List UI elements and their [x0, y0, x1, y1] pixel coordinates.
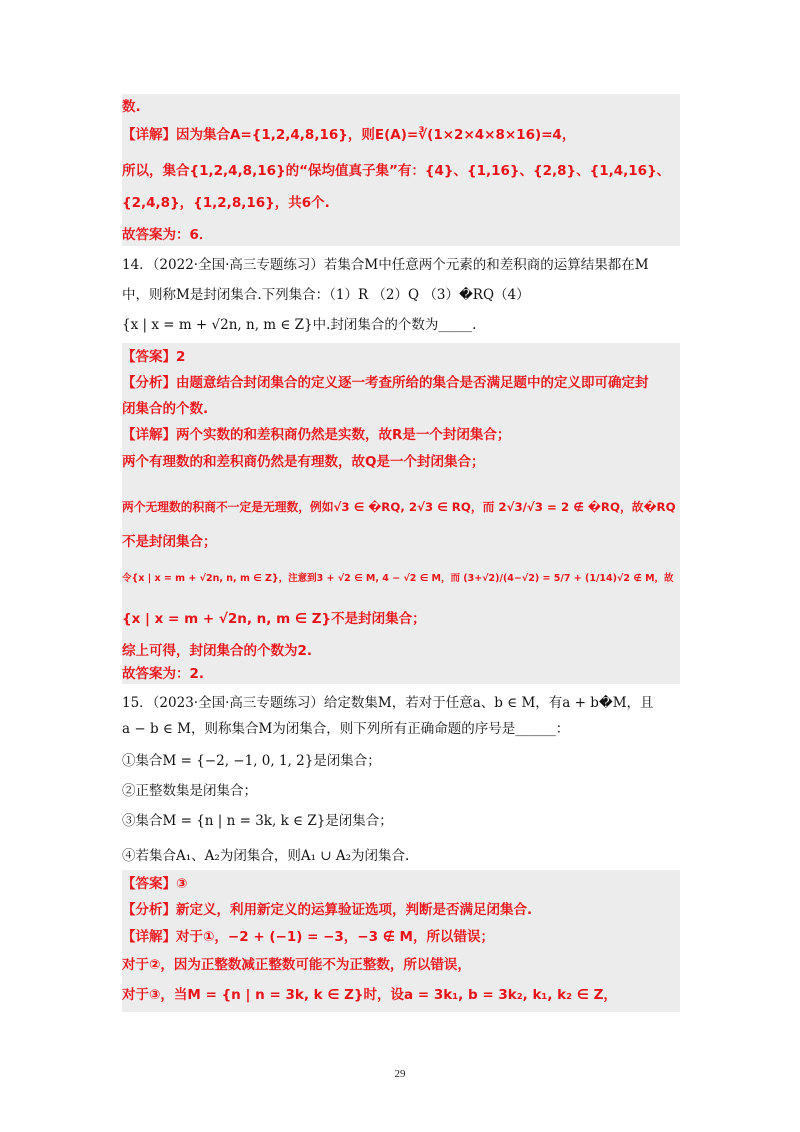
page-number: 29 [394, 1068, 406, 1080]
q15-option-3: ③集合M = {n | n = 3k, k ∈ Z}是闭集合； [122, 813, 393, 829]
a14-detail-1: 【详解】两个实数的和差积商仍然是实数，故R是一个封闭集合； [122, 427, 511, 443]
a14-detail-2: 两个有理数的和差积商仍然是有理数，故Q是一个封闭集合； [122, 454, 485, 470]
a15-detail-2: 对于②，因为正整数减正整数可能不为正整数，所以错误， [122, 957, 471, 973]
q15-line-2: a − b ∈ M，则称集合M为闭集合，则下列所有正确命题的序号是______： [122, 721, 570, 737]
a14-final: 故答案为：2. [122, 666, 205, 682]
a14-detail-4: 不是封闭集合； [122, 534, 217, 550]
s13-line-3: {2,4,8}，{1,2,8,16}，共6个. [122, 195, 330, 211]
s13-line-0: 数. [122, 99, 141, 115]
q14-line-2: 中，则称M是封闭集合.下列集合：（1）R （2）Q （3）�RQ（4） [122, 287, 530, 303]
s13-line-1: 【详解】因为集合A={1,2,4,8,16}，则E(A)=∛(1×2×4×8×16)=4， [122, 127, 576, 143]
s13-line-4: 故答案为：6． [122, 227, 213, 243]
a14-analysis-1: 【分析】由题意结合封闭集合的定义逐一考查所给的集合是否满足题中的定义即可确定封 [122, 375, 649, 391]
a14-detail-6: {x | x = m + √2n, n, m ∈ Z}不是封闭集合； [122, 611, 426, 627]
q15-option-4: ④若集合A₁、A₂为闭集合，则A₁ ∪ A₂为闭集合. [122, 848, 410, 864]
q15-line-1: 15．（2023·全国·高三专题练习）给定数集M，若对于任意a、b ∈ M，有a + b�M，且 [122, 695, 654, 711]
a14-summary: 综上可得，封闭集合的个数为2. [122, 643, 313, 659]
a14-detail-3: 两个无理数的积商不一定是无理数，例如√3 ∈ �RQ, 2√3 ∈ RQ，而 2√3/√3 = 2 ∉ �RQ，故�RQ [122, 500, 676, 514]
q15-option-1: ①集合M = {−2, −1, 0, 1, 2}是闭集合； [122, 753, 381, 769]
a14-answer: 【答案】2 [122, 349, 186, 365]
a15-analysis: 【分析】新定义，利用新定义的运算验证选项，判断是否满足闭集合. [122, 902, 533, 918]
a15-answer: 【答案】③ [122, 876, 188, 892]
a15-detail-3: 对于③，当M = {n | n = 3k, k ∈ Z}时，设a = 3k₁, b = 3k₂, k₁, k₂ ∈ Z， [122, 987, 617, 1003]
q15-option-2: ②正整数集是闭集合； [122, 783, 257, 799]
q14-line-3: {x | x = m + √2n, n, m ∈ Z}中.封闭集合的个数为_____. [122, 317, 477, 333]
a15-detail-1: 【详解】对于①，−2 + (−1) = −3，−3 ∉ M，所以错误； [122, 929, 494, 945]
a14-analysis-2: 闭集合的个数. [122, 401, 209, 417]
a14-detail-5: 令{x | x = m + √2n, n, m ∈ Z}，注意到3 + √2 ∈ M, 4 − √2 ∈ M，而 (3+√2)/(4−√2) = 5/7 + (1/14)√2 ∉ M，故 [122, 573, 674, 584]
q14-line-1: 14．（2022·全国·高三专题练习）若集合M中任意两个元素的和差积商的运算结果都在M [122, 257, 649, 273]
s13-line-2: 所以，集合{1,2,4,8,16}的“保均值真子集”有：{4}、{1,16}、{2,8}、{1,4,16}、 [122, 163, 671, 179]
